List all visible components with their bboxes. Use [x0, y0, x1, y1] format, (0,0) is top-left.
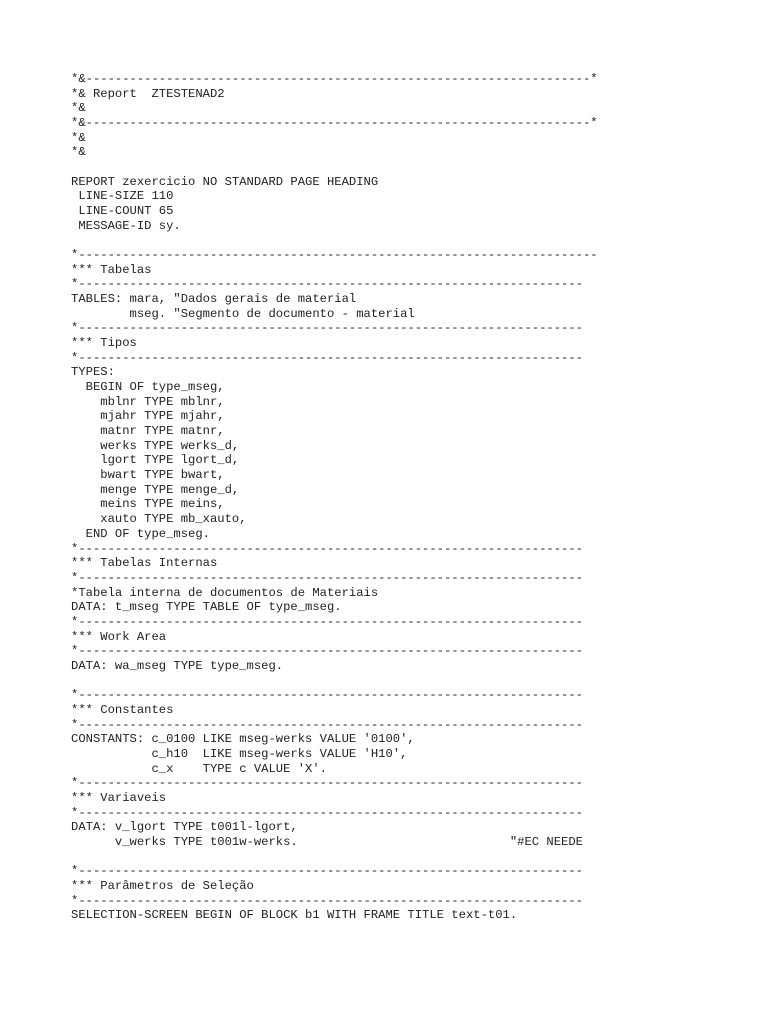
code-line: *& [71, 130, 86, 145]
code-line: *--------------------------------------------------------------------- [71, 350, 583, 365]
code-line: TABLES: mara, "Dados gerais de material [71, 292, 357, 307]
code-line: *** Variaveis [71, 790, 167, 805]
code-line: REPORT zexercicio NO STANDARD PAGE HEADING [71, 174, 379, 189]
code-line: DATA: t_mseg TYPE TABLE OF type_mseg. [71, 600, 342, 615]
code-line: *--------------------------------------------------------------------- [71, 614, 583, 629]
code-line: DATA: v_lgort TYPE t001l-lgort, [71, 820, 298, 835]
code-line: matnr TYPE matnr, [71, 424, 225, 439]
code-line: *--------------------------------------------------------------------- [71, 277, 583, 292]
code-line: mjahr TYPE mjahr, [71, 409, 225, 424]
code-line: *--------------------------------------------------------------------- [71, 805, 583, 820]
code-line: LINE-COUNT 65 [71, 204, 174, 219]
code-line: *--------------------------------------------------------------------- [71, 893, 583, 908]
code-line: *--------------------------------------------------------------------- [71, 541, 583, 556]
code-line: menge TYPE menge_d, [71, 482, 240, 497]
code-line: *--------------------------------------------------------------------- [71, 644, 583, 659]
code-line: *--------------------------------------------------------------------- [71, 776, 583, 791]
code-line: meins TYPE meins, [71, 497, 225, 512]
code-line: *& Report ZTESTENAD2 [71, 86, 225, 101]
code-line: *** Constantes [71, 702, 174, 717]
code-line: xauto TYPE mb_xauto, [71, 512, 247, 527]
code-line [71, 850, 598, 865]
code-line: *** Parâmetros de Seleção [71, 878, 254, 893]
code-line: *--------------------------------------------------------------------- [71, 864, 583, 879]
code-line: bwart TYPE bwart, [71, 468, 225, 483]
code-line: *** Work Area [71, 629, 167, 644]
code-line: CONSTANTS: c_0100 LIKE mseg-werks VALUE '0100', [71, 732, 415, 747]
code-line [71, 233, 598, 248]
code-line: werks TYPE werks_d, [71, 438, 240, 453]
code-line: mblnr TYPE mblnr, [71, 394, 225, 409]
code-line: DATA: wa_mseg TYPE type_mseg. [71, 658, 284, 673]
code-line: *----------------------------------------------------------------------- [71, 248, 598, 263]
code-line: *& [71, 145, 86, 160]
code-line: LINE-SIZE 110 [71, 189, 174, 204]
code-line: lgort TYPE lgort_d, [71, 453, 240, 468]
code-line: *&---------------------------------------------------------------------* [71, 72, 598, 86]
code-line: *** Tabelas Internas [71, 556, 218, 571]
code-line: c_h10 LIKE mseg-werks VALUE 'H10', [71, 746, 408, 761]
code-line: *& [71, 101, 86, 116]
code-line: TYPES: [71, 365, 115, 380]
code-line: *--------------------------------------------------------------------- [71, 570, 583, 585]
code-line: MESSAGE-ID sy. [71, 218, 181, 233]
code-line [71, 160, 598, 175]
code-line: v_werks TYPE t001w-werks. "#EC NEEDE [71, 834, 583, 849]
code-line: *--------------------------------------------------------------------- [71, 717, 583, 732]
code-line: *--------------------------------------------------------------------- [71, 688, 583, 703]
code-line: *&---------------------------------------------------------------------* [71, 116, 598, 131]
code-line: SELECTION-SCREEN BEGIN OF BLOCK b1 WITH FRAME TITLE text-t01. [71, 908, 518, 923]
code-line: *** Tipos [71, 336, 137, 351]
code-line: mseg. "Segmento de documento - material [71, 306, 415, 321]
code-line: END OF type_mseg. [71, 526, 210, 541]
code-line: *--------------------------------------------------------------------- [71, 321, 583, 336]
code-line: *** Tabelas [71, 262, 152, 277]
code-line [71, 674, 598, 689]
abap-source-listing [71, 72, 598, 923]
code-line: *Tabela interna de documentos de Materiais [71, 585, 379, 600]
code-line: c_x TYPE c VALUE 'X'. [71, 761, 327, 776]
code-line: BEGIN OF type_mseg, [71, 380, 225, 395]
